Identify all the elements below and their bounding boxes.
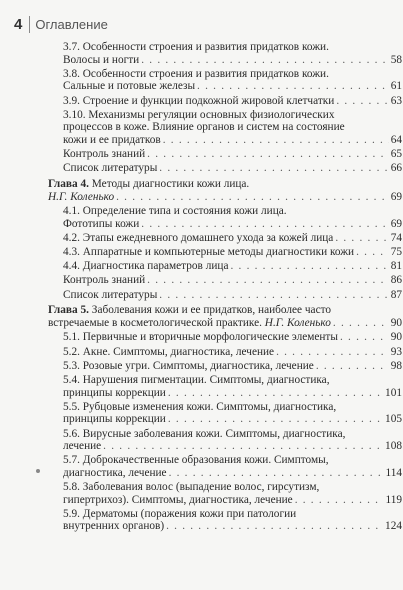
page-number: 4 [14, 15, 23, 33]
page-ref: 64 [390, 133, 402, 146]
toc-line [63, 401, 402, 414]
entry-text: Контроль знаний [63, 148, 146, 161]
running-title: Оглавление [35, 16, 108, 32]
page-ref: 90 [390, 316, 402, 329]
toc-entry [63, 260, 402, 273]
leader-dots [116, 191, 389, 204]
toc-line [63, 494, 402, 507]
entry-text: 4.3. Аппаратные и компьютерные методы диагностики кожи [63, 246, 355, 259]
table-of-contents [48, 41, 402, 535]
toc-line [63, 428, 402, 441]
entry-text: 3.8. Особенности строения и развития придатков кожи. [63, 67, 329, 80]
entry-text: принципы коррекции [63, 386, 166, 399]
toc-line [63, 95, 402, 108]
toc-line [48, 304, 402, 317]
entry-text: Волосы и ногти [63, 53, 140, 66]
leader-dots [141, 218, 388, 231]
toc-entry [63, 401, 402, 426]
toc-entry [63, 454, 402, 479]
entry-text: процессов в коже. Влияние органов и систем на состояние [63, 121, 345, 134]
toc-line [48, 178, 402, 191]
toc-line [63, 360, 402, 373]
chapter-title-line [48, 178, 249, 191]
entry-text: 5.6. Вирусные заболевания кожи. Симптомы, диагностика, [63, 427, 346, 440]
toc-entry [63, 95, 402, 108]
entry-text: 5.9. Дерматомы (поражения кожи при патологии [63, 507, 297, 520]
chapter-title-line [48, 317, 331, 330]
toc-entry [63, 481, 402, 506]
toc-entry [63, 331, 402, 344]
toc-line [63, 148, 402, 161]
leader-dots [197, 80, 389, 93]
page-ref: 119 [385, 493, 402, 506]
entry-text: 5.7. Доброкачественные образования кожи. Симптомы, [63, 454, 329, 467]
page-ref: 74 [390, 231, 402, 244]
toc-line [63, 162, 402, 175]
entry-text: внутренних органов) [63, 520, 165, 533]
page-ref: 86 [390, 274, 402, 287]
page-ref: 63 [390, 94, 402, 107]
entry-text: 4.1. Определение типа и состояния кожи лица. [63, 205, 287, 218]
toc-entry [63, 162, 402, 175]
entry-text: 4.4. Диагностика параметров лица [63, 260, 229, 273]
toc-line [63, 260, 402, 273]
entry-text: 3.7. Особенности строения и развития придатков кожи. [63, 41, 329, 53]
leader-dots [159, 289, 388, 302]
page-ref: 61 [390, 80, 402, 93]
toc-line [63, 274, 402, 287]
chapter-author: Н.Г. Коленько [264, 316, 331, 329]
toc-line [63, 454, 402, 467]
toc-line [63, 467, 402, 480]
chapter-title: Методы диагностики кожи лица. [91, 177, 250, 190]
leader-dots [147, 148, 389, 161]
entry-text: 5.5. Рубцовые изменения кожи. Симптомы, диагностика, [63, 400, 337, 413]
toc-line [63, 68, 402, 81]
page-ref: 98 [390, 359, 402, 372]
toc-chapter [48, 178, 402, 203]
page-ref: 75 [390, 246, 402, 259]
entry-text: 5.2. Акне. Симптомы, диагностика, лечение [63, 345, 275, 358]
leader-dots [340, 331, 389, 344]
toc-entry [63, 274, 402, 287]
toc-entry [63, 68, 402, 93]
toc-entry [63, 360, 402, 373]
toc-entry [63, 205, 402, 230]
page-ref: 65 [390, 148, 402, 161]
toc-entry [63, 346, 402, 359]
toc-chapter [48, 304, 402, 329]
page-ref: 81 [390, 260, 402, 273]
toc-line [63, 346, 402, 359]
page-ref: 101 [385, 386, 402, 399]
toc-line [63, 520, 402, 533]
toc-entry [63, 232, 402, 245]
entry-text: 3.9. Строение и функции подкожной жировой клетчатки [63, 94, 335, 107]
toc-entry [63, 428, 402, 453]
entry-text: 5.4. Нарушения пигментации. Симптомы, диагностика, [63, 373, 330, 386]
leader-dots [333, 317, 389, 330]
entry-text: Сальные и потовые железы [63, 80, 196, 93]
page-ref: 90 [390, 331, 402, 344]
leader-dots [103, 440, 383, 453]
toc-line [63, 440, 402, 453]
chapter-title-line [48, 191, 114, 204]
page-ref: 69 [390, 190, 402, 203]
entry-text: 3.10. Механизмы регуляции основных физиологических [63, 108, 335, 121]
chapter-title-cont: встречаемые в косметологической практике. [48, 316, 262, 329]
toc-line [63, 413, 402, 426]
leader-dots [316, 360, 389, 373]
entry-text: 5.3. Розовые угри. Симптомы, диагностика, лечение [63, 359, 314, 372]
toc-line [63, 121, 402, 134]
entry-text: 4.2. Этапы ежедневного домашнего ухода за кожей лица [63, 231, 334, 244]
toc-line [63, 218, 402, 231]
toc-line [63, 331, 402, 344]
leader-dots [295, 494, 384, 507]
header-divider [29, 16, 30, 33]
toc-entry [63, 246, 402, 259]
entry-text: Список литературы [63, 288, 158, 301]
toc-entry [63, 508, 402, 533]
page-ref: 114 [385, 466, 402, 479]
toc-line [63, 374, 402, 387]
chapter-title-line [48, 304, 331, 317]
entry-text: Список литературы [63, 162, 158, 175]
toc-line [63, 232, 402, 245]
toc-line [63, 80, 402, 93]
margin-mark [36, 469, 40, 473]
toc-line [63, 508, 402, 521]
leader-dots [159, 162, 388, 175]
leader-dots [141, 54, 388, 67]
page-ref: 69 [390, 217, 402, 230]
entry-text: 5.8. Заболевания волос (выпадение волос, гирсутизм, [63, 481, 320, 494]
leader-dots [168, 387, 383, 400]
chapter-label: Глава 4. [48, 177, 89, 190]
leader-dots [147, 274, 389, 287]
page-ref: 58 [390, 53, 402, 66]
entry-text: лечение [63, 440, 102, 453]
toc-entry [63, 41, 402, 66]
chapter-label: Глава 5. [48, 304, 89, 317]
toc-line [48, 317, 402, 330]
toc-line [63, 481, 402, 494]
toc-line [48, 191, 402, 204]
toc-line [63, 205, 402, 218]
leader-dots [163, 134, 389, 147]
page-ref: 93 [390, 345, 402, 358]
toc-line [63, 289, 402, 302]
page-ref: 87 [390, 288, 402, 301]
leader-dots [230, 260, 388, 273]
page-ref: 66 [390, 162, 402, 175]
toc-line [63, 134, 402, 147]
toc-line [63, 41, 402, 54]
entry-text: гипертрихоз). Симптомы, диагностика, лечение [63, 493, 293, 506]
entry-text: диагностика, лечение [63, 466, 167, 479]
leader-dots [276, 346, 389, 359]
entry-text: 5.1. Первичные и вторичные морфологические элементы [63, 331, 338, 344]
toc-line [63, 246, 402, 259]
entry-text: кожи и ее придатков [63, 133, 161, 146]
leader-dots [356, 246, 389, 259]
toc-line [63, 109, 402, 122]
toc-entry [63, 148, 402, 161]
chapter-title: Заболевания кожи и ее придатков, наиболее часто [91, 304, 332, 317]
entry-text: Фототипы кожи [63, 217, 140, 230]
toc-entry [63, 374, 402, 399]
leader-dots [336, 95, 388, 108]
chapter-author: Н.Г. Коленько [48, 190, 115, 203]
toc-entry [63, 109, 402, 147]
leader-dots [168, 413, 383, 426]
page-ref: 105 [385, 413, 402, 426]
leader-dots [169, 467, 384, 480]
toc-line [63, 54, 402, 67]
page-ref: 108 [385, 440, 402, 453]
leader-dots [335, 232, 388, 245]
entry-text: Контроль знаний [63, 274, 146, 287]
toc-line [63, 387, 402, 400]
page-ref: 124 [385, 520, 402, 533]
entry-text: принципы коррекции [63, 413, 166, 426]
toc-entry [63, 289, 402, 302]
leader-dots [166, 520, 383, 533]
page-header [14, 12, 108, 36]
